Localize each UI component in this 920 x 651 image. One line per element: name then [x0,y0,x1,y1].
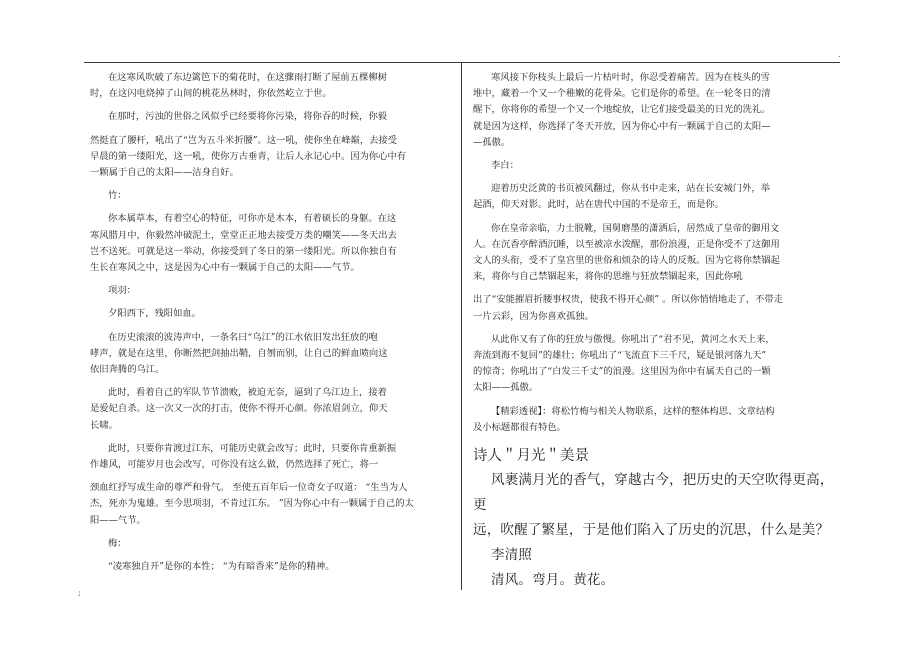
text-line: 远，吹醒了繁星，于是他们陷入了历史的沉思，什么是美？ [473,522,830,539]
text-line: “凌寒独自开”是你的本性； “为有暗香来”是你的精神。 [108,561,335,573]
text-line: 堆中，藏着一个又一个稚嫩的花骨朵。它们是你的希望。在一轮冬日的清 [473,88,771,100]
text-line: 人。在沉香亭醉酒沉睡，以至被凉水泼醒，那份浪漫，正是你受不了这御用 [473,238,780,250]
text-line: 迎着历史泛黄的书页被风翻过，你从书中走来，站在长安城门外，举 [491,183,770,195]
text-line: 来，将你与自己禁锢起来，将你的思维与狂放禁锢起来，因此你吼 [473,271,743,283]
text-line: 然挺直了腰杆，吼出了“岂为五斗米折腰”。这一吼，使你坐在峰巅，去接受 [90,134,398,146]
text-line: 清风。弯月。黄花。 [491,572,615,589]
text-line: 在那时，污浊的世俗之风似乎已经要将你污染，将你吞的时候，你毅 [108,111,387,123]
page-corner-mark: ; [78,588,81,597]
text-line: 阳——气节。 [90,514,146,526]
page-corner-mark: . [838,50,841,59]
header-rule [84,62,840,63]
text-line: 一颗属于自己的太阳——洁身自好。 [90,167,239,179]
text-line: 在历史滚滚的波涛声中，一条名曰“乌江”的江水依旧发出狂放的咆 [108,331,378,343]
text-line: 寒风腊月中，你毅然冲破泥土，堂堂正正地去接受万类的嘲笑——冬天出去 [90,229,397,241]
text-line: 在这寒风吹破了东边篱笆下的菊花时，在这骤雨打断了屋前五棵柳树 [108,72,387,83]
text-line: 李清照 [491,547,533,564]
text-line: 杰，死亦为鬼雄。至今思项羽，不肯过江东。 ”因为你心中有一颗属于自己的太 [90,498,414,510]
text-line: 你本属草本，有着空心的特征，可你亦是木本，有着硕长的身躯。在这 [108,213,397,225]
text-line: 此时，看着自己的军队节节溃败，被迫无奈，逼到了乌江边上，接着 [108,387,387,399]
text-line: 时，在这闪电烧掉了山间的桃花丛林时，你依然屹立于世。 [90,88,332,100]
text-line: 醒下，你将你的希望一个又一个地绽放，让它们接受最美的日光的洗礼。 [473,104,771,116]
text-line: 出了“安能摧眉折腰事权贵，使我不得开心颜” 。所以你悄悄地走了，不带走 [473,294,783,306]
text-line: 竹： [108,190,127,202]
column-divider [461,62,462,590]
text-line: 就是因为这样，你选择了冬天开放，因为你心中有一颗属于自己的太阳— [473,120,771,132]
text-line: 长啸。 [90,419,118,431]
text-line: 【精彩透视】：将松竹梅与相关人物联系，这样的整体构思、文章结构 [491,405,775,417]
text-line: 依旧奔腾的乌江。 [90,364,165,376]
left-text-column [90,70,452,575]
text-line: 的惊奇；你吼出了“白发三千丈”的浪漫。这里因为你中有属天自己的一颗 [473,366,771,378]
text-line: 寒风接下你枝头上最后一片枯叶时，你忍受着痛苦。因为在枝头的雪 [491,72,770,83]
text-line: 是爱妃自杀。这一次又一次的打击，使你不得开心颜。你浓眉剑立，仰天 [90,403,388,415]
text-line: 从此你又有了你的狂放与傲慢。你吼出了“君不见，黄河之水天上来， [491,333,775,345]
text-line: 李白： [491,160,519,172]
text-line: 作雄风，可能岁月也会改写，可你没有这么做，仍然选择了死亡，将一 [90,459,379,471]
text-line: 起酒，仰天对影。此时，站在唐代中国的不是帝王，而是你。 [473,199,725,211]
text-line: 夕阳西下，残阳如血。 [108,308,201,320]
text-line: 梅： [108,537,127,549]
right-text-column [473,70,835,593]
text-line: —孤傲。 [473,136,511,148]
text-line: 文人的头衔，受不了皇宫里的世俗和烦杂的诗人的反叛。因为它将你禁锢起 [473,255,780,267]
text-line: 此时，只要你肯渡过江东，可能历史就会改写；此时，只要你肯重新振 [108,442,397,454]
text-line: 早晨的第一缕阳光，这一吼，使你万古垂青，让后人永记心中。因为你心中有 [90,150,407,162]
section-title: 诗人＂月光＂美景 [473,448,589,465]
text-line: 哮声，就是在这里，你断然把剑抽出鞘，自刎而别，让自己的鲜血喷向这 [90,347,388,359]
text-line: 你在皇帝亲临，力士脱靴，国舅磨墨的潇洒后，居然成了皇帝的御用文 [491,222,780,234]
text-line: 太阳——孤傲。 [473,382,539,394]
text-line: 颈血红抒写成生命的尊严和骨气。 至使五百年后一位奇女子叹道： “生当为人 [90,482,408,494]
text-line: 奔流到海不复回”的雄壮；你吼出了“飞流直下三千尺，疑是银河落九天” [473,350,767,362]
text-line: 及小标题都很有特色。 [473,421,566,433]
text-line: 项羽： [108,285,136,297]
text-line: 生长在寒风之中，这是因为心中有一颗属于自己的太阳——气节。 [90,262,360,274]
text-line: 一片云彩，因为你喜欢孤独。 [473,310,594,322]
text-line: 岂不送死。可就是这一举动，你接受到了冬日的第一缕阳光。所以你独自有 [90,245,397,257]
text-line: 风裹满月光的香气，穿越古今，把历史的天空吹得更高，更 [473,472,834,514]
